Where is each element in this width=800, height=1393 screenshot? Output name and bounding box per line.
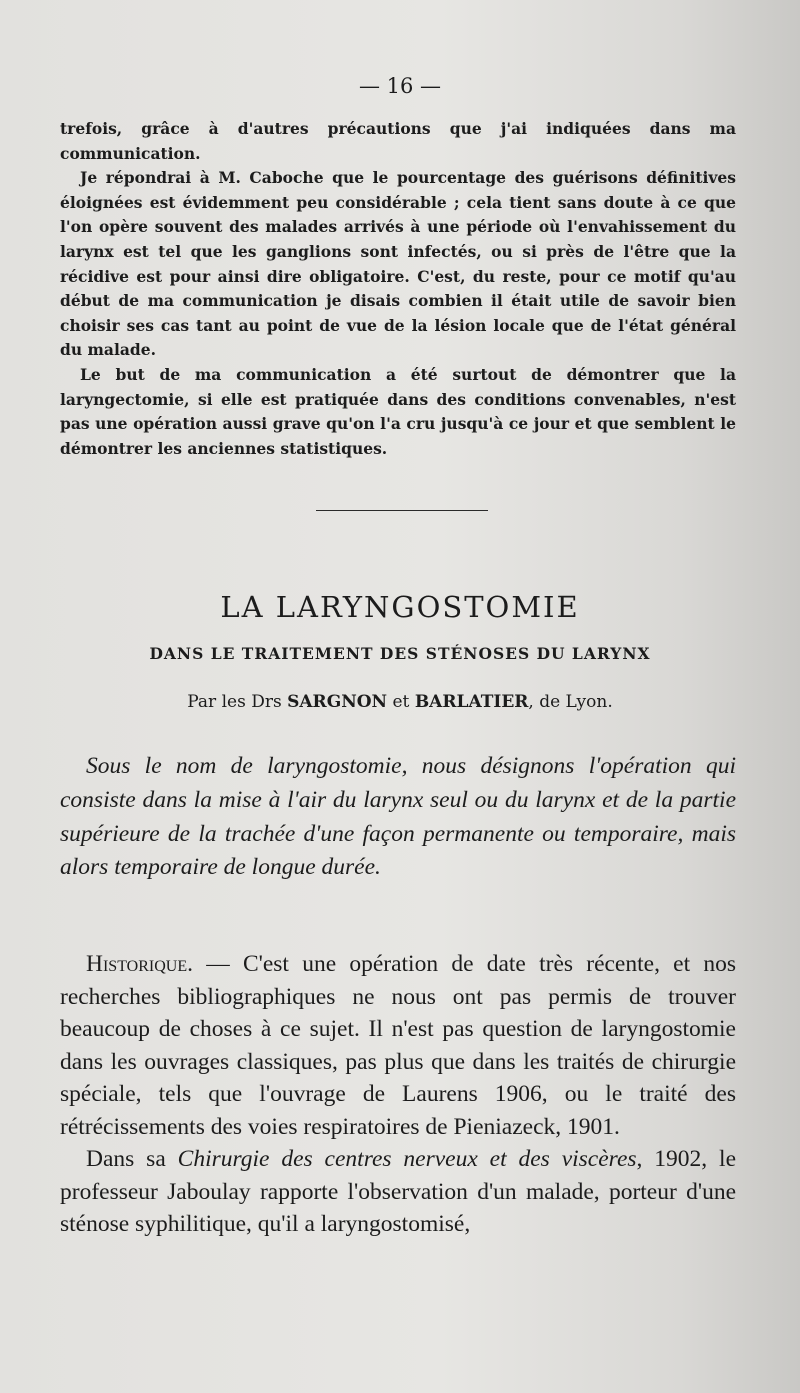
book-title: Chirurgie des centres nerveux et des viscères (177, 1146, 637, 1172)
page-number: — 16 — (358, 74, 442, 98)
paragraph: Je répondrai à M. Caboche que le pourcentage des guérisons définitives éloignées est évidemment peu considérable ; cela tient sans doute à ce que l'on opère souvent des malades arrivés à une période où l'envahissement du larynx est tel que les ganglions sont infectés, ou si près de l'être que la récidive est pour ainsi dire obligatoire. C'est, du reste, pour ce motif qu'au début de ma communication je disais combien il était utile de savoir bien choisir ses cas tant au point de vue de la lésion locale que de l'état général du malade. (60, 168, 736, 360)
article-title: LA LARYNGOSTOMIE (220, 590, 580, 624)
paragraph-text: Dans sa (86, 1146, 178, 1172)
article-body (60, 948, 736, 1241)
section-heading: Historique. (86, 951, 193, 977)
article-subtitle: DANS LE TRAITEMENT DES STÉNOSES DU LARYNX (149, 644, 651, 663)
byline-conjunction: et (392, 692, 410, 712)
article-abstract (60, 750, 736, 885)
author-name: BARLATIER (414, 692, 529, 712)
paragraph (60, 1143, 736, 1241)
author-name: SARGNON (287, 692, 388, 712)
paragraph: Le but de ma communication a été surtout de démontrer que la laryngectomie, si elle est pratiquée dans des conditions convenables, n'est pas une opération aussi grave qu'on l'a cru jusqu'à ce jour et que semblent le démontrer les anciennes statistiques. (60, 364, 736, 458)
byline-prefix: Par les Drs (187, 692, 282, 712)
paragraph: trefois, grâce à d'autres précautions que j'ai indiquées dans ma communication. (60, 119, 736, 163)
paragraph-text: — C'est une opération de date très récente, et nos recherches bibliographiques ne nous ont pas permis de trouver beaucoup de choses à ce sujet. Il n'est pas question de laryngostomie dans les ouvrages classiques, pas plus que dans les traités de chirurgie spéciale, tels que l'ouvrage de Laurens 1906, ou le traité des rétrécissements des voies respiratoires de Pieniazeck, 1901. (60, 951, 736, 1140)
byline (0, 692, 800, 712)
previous-article-ending (60, 117, 736, 461)
section-divider (316, 510, 488, 511)
byline-suffix: , de Lyon. (528, 692, 613, 712)
paragraph (60, 948, 736, 1143)
paragraph-text: , 1902, le professeur Jaboulay rapporte l'observation d'un malade, porteur d'une sténose syphilitique, qu'il a laryngostomisé, (60, 1146, 736, 1237)
abstract-text: Sous le nom de laryngostomie, nous désignons l'opération qui consiste dans la mise à l'air du larynx seul ou du larynx et de la partie supérieure de la trachée d'une façon permanente ou temporaire, mais alors temporaire de longue durée. (60, 753, 736, 881)
